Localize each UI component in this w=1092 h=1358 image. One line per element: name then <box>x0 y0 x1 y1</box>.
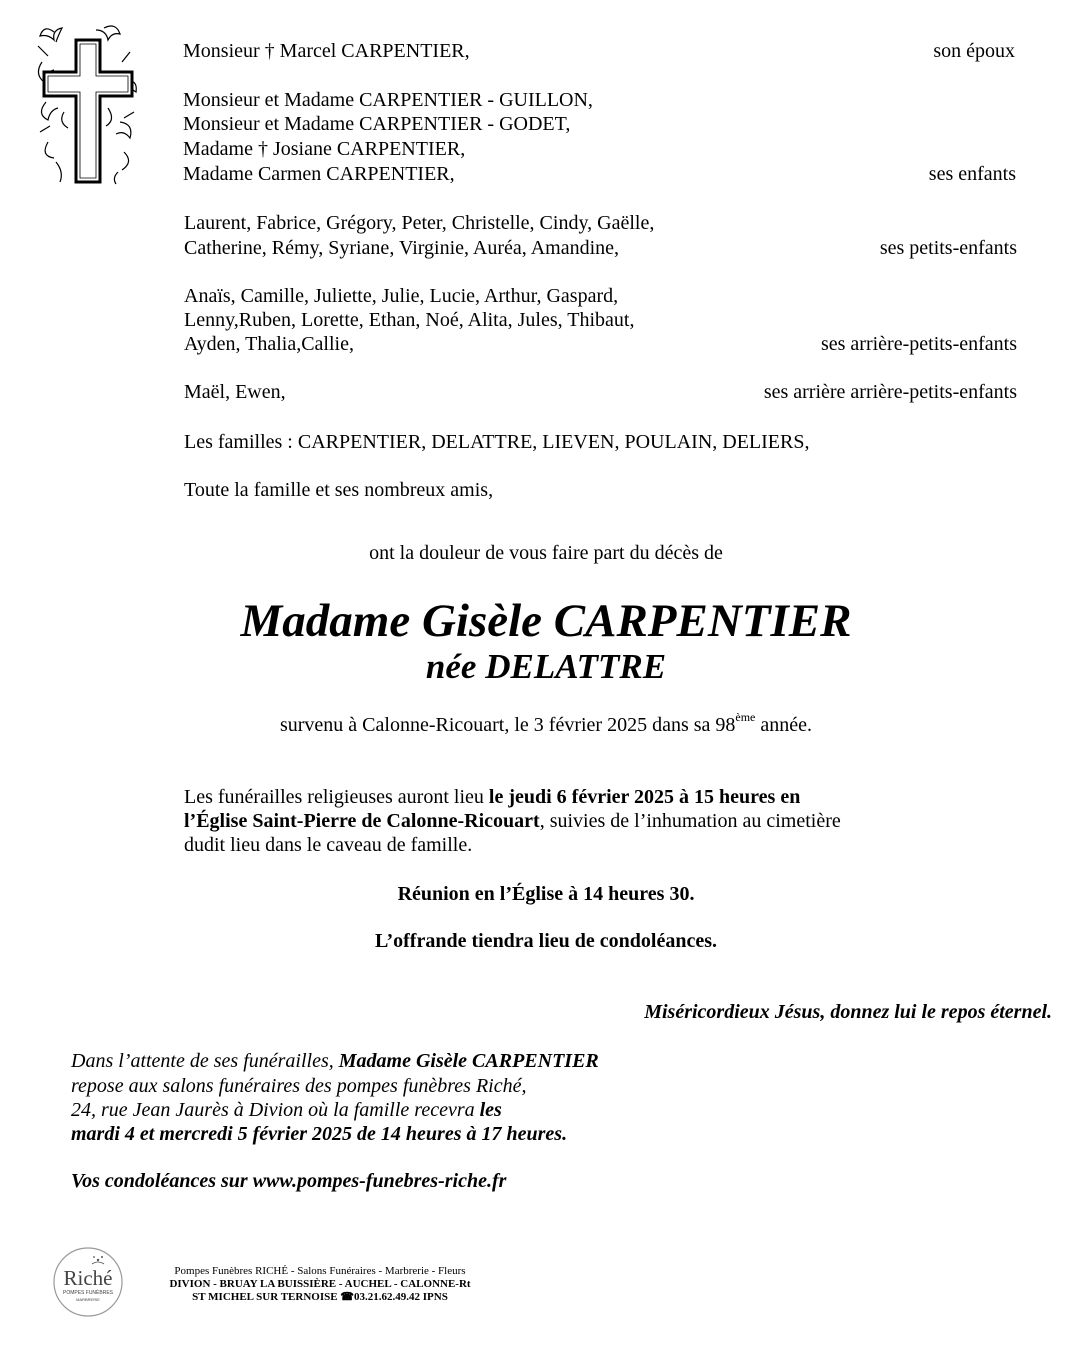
spouse-role: son époux <box>933 40 1015 62</box>
children-line-3: Madame † Josiane CARPENTIER, <box>183 138 466 160</box>
logo-subtitle-1: POMPES FUNÈBRES <box>62 1290 113 1296</box>
funeral-text-2: , suivies de l’inhumation au cimetière <box>539 810 841 832</box>
maiden-name: née DELATTRE <box>425 647 667 686</box>
children-line-4: Madame Carmen CARPENTIER, <box>183 163 455 185</box>
footer-line-3 <box>140 1291 500 1304</box>
grandchildren-line-1: Laurent, Fabrice, Grégory, Peter, Christelle, Cindy, Gaëlle, <box>184 212 655 234</box>
spouse-name: Monsieur † Marcel CARPENTIER, <box>183 40 470 62</box>
great-grandchildren-role: ses arrière-petits-enfants <box>820 333 1017 355</box>
visitation-text-3-bold: les <box>479 1099 502 1121</box>
offering-note: L’offrande tiendra lieu de condoléances. <box>374 930 718 952</box>
death-superscript: ème <box>735 710 756 724</box>
grandchildren-role: ses petits-enfants <box>879 237 1017 259</box>
friends-line: Toute la famille et ses nombreux amis, <box>184 479 494 501</box>
death-details <box>0 710 1092 737</box>
death-text-after: année. <box>755 714 813 736</box>
visitation-line-1 <box>71 1049 599 1073</box>
funeral-line-2 <box>184 809 841 833</box>
riche-logo <box>52 1246 124 1318</box>
great-great-grandchildren-line: Maël, Ewen, <box>184 381 286 403</box>
children-line-1: Monsieur et Madame CARPENTIER - GUILLON, <box>183 89 593 111</box>
footer-locations: DIVION - BRUAY LA BUISSIÈRE - AUCHEL - CALONNE-Rt <box>169 1278 471 1290</box>
condolences-link[interactable]: Vos condoléances sur www.pompes-funebres-riche.fr <box>71 1170 507 1192</box>
great-grandchildren-line-1: Anaïs, Camille, Juliette, Julie, Lucie, Arthur, Gaspard, <box>184 285 619 307</box>
visitation-line-3 <box>71 1098 502 1122</box>
children-line-2: Monsieur et Madame CARPENTIER - GODET, <box>183 113 571 135</box>
visitation-name: Madame Gisèle CARPENTIER <box>338 1050 599 1072</box>
funeral-line-3: dudit lieu dans le caveau de famille. <box>184 834 473 856</box>
footer-phone: ST MICHEL SUR TERNOISE ☎03.21.62.49.42 IPNS <box>192 1291 448 1303</box>
funeral-line-1 <box>184 785 800 809</box>
families-line: Les familles : CARPENTIER, DELATTRE, LIEVEN, POULAIN, DELIERS, <box>184 431 810 453</box>
visitation-line-2: repose aux salons funéraires des pompes funèbres Riché, <box>71 1075 527 1097</box>
funeral-church: l’Église Saint-Pierre de Calonne-Ricouart <box>184 810 540 832</box>
children-role: ses enfants <box>928 163 1016 185</box>
funeral-date: le jeudi 6 février 2025 à 15 heures en <box>488 786 801 808</box>
visitation-text-1: Dans l’attente de ses funérailles, <box>71 1050 339 1072</box>
footer-line-1: Pompes Funèbres RICHÉ - Salons Funéraires - Marbrerie - Fleurs <box>174 1265 466 1277</box>
grandchildren-line-2: Catherine, Rémy, Syriane, Virginie, Auréa, Amandine, <box>184 237 619 259</box>
great-great-grandchildren-role: ses arrière arrière-petits-enfants <box>763 381 1017 403</box>
great-grandchildren-line-2: Lenny,Ruben, Lorette, Ethan, Noé, Alita, Jules, Thibaut, <box>184 309 635 331</box>
announcement-intro: ont la douleur de vous faire part du décès de <box>369 542 723 564</box>
visitation-text-3: 24, rue Jean Jaurès à Divion où la famille recevra <box>71 1099 480 1121</box>
logo-subtitle-2: MARBRERIE <box>76 1297 100 1302</box>
deceased-name: Madame Gisèle CARPENTIER <box>240 595 852 647</box>
funeral-text-1: Les funérailles religieuses auront lieu <box>184 786 489 808</box>
logo-name: Riché <box>63 1266 113 1290</box>
visitation-line-4: mardi 4 et mercredi 5 février 2025 de 14 heures à 17 heures. <box>71 1123 568 1145</box>
death-text-before: survenu à Calonne-Ricouart, le 3 février 2025 dans sa 98 <box>279 714 736 736</box>
footer-line-2 <box>140 1278 500 1291</box>
prayer: Miséricordieux Jésus, donnez lui le repos éternel. <box>644 1001 1052 1023</box>
meeting-time: Réunion en l’Église à 14 heures 30. <box>397 883 695 905</box>
great-grandchildren-line-3: Ayden, Thalia,Callie, <box>184 333 354 355</box>
cross-with-lilies-icon <box>34 22 142 188</box>
